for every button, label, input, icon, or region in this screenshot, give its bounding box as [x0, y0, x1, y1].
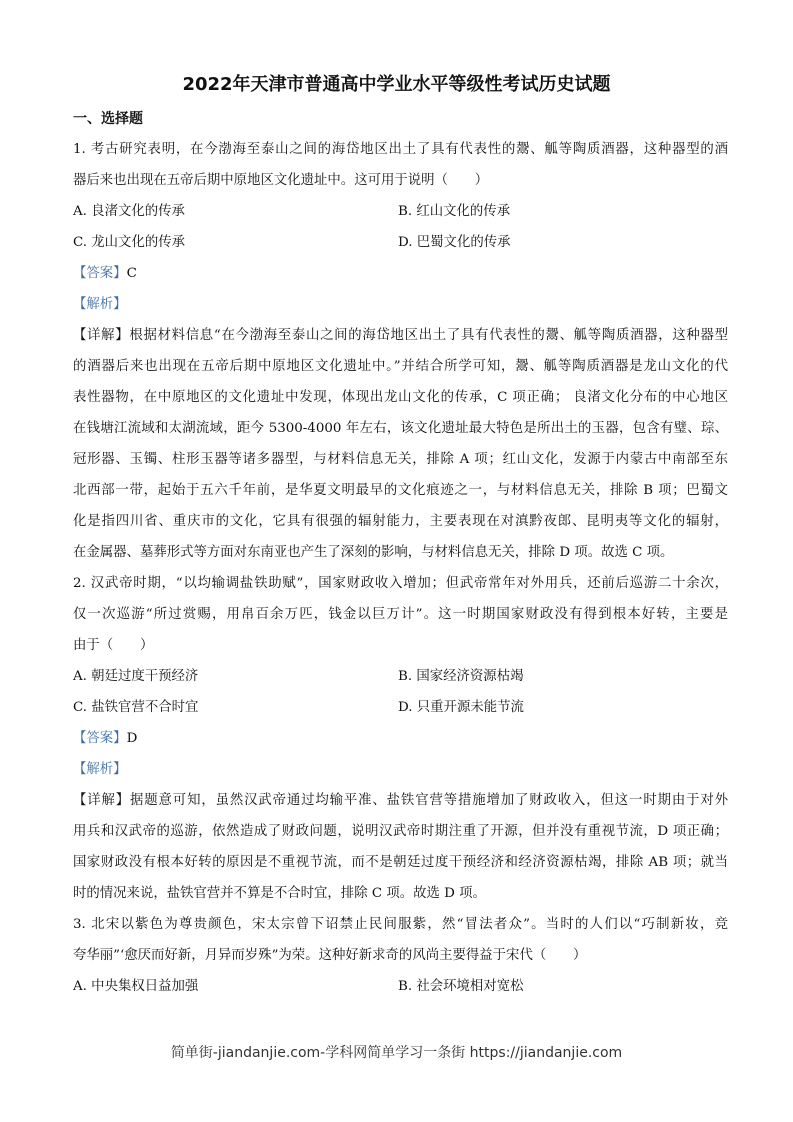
answer-label: 【答案】	[73, 266, 127, 281]
options-row	[73, 661, 728, 692]
option-b: B. 红山文化的传承	[398, 204, 511, 219]
options-row	[73, 227, 728, 258]
question-text: 3. 北宋以紫色为尊贵颜色，宋太宗曾下诏禁止民间服紫，然“冒法者众”。当时的人们以“巧制新妆，竞	[73, 917, 728, 932]
explanation-text: 时的情况来说，盐铁官营并不算是不合时宜，排除 C 项。故选 D 项。	[73, 886, 486, 901]
answer-line	[73, 723, 728, 754]
option-d: D. 巴蜀文化的传承	[398, 235, 511, 250]
option-a: A. 良渚文化的传承	[73, 204, 185, 219]
explanation-text: 表性器物，在中原地区的文化遗址中发现，体现出龙山文化的传承，C 项正确； 良渚文化分布的中心地区	[73, 390, 728, 405]
question-text: 器后来也出现在五帝后期中原地区文化遗址中。这可用于说明（ ）	[73, 173, 489, 188]
question-text: 1. 考古研究表明，在今渤海至泰山之间的海岱地区出土了具有代表性的鬶、觚等陶质酒器，这种器型的酒	[73, 142, 728, 157]
option-c: C. 龙山文化的传承	[73, 235, 186, 250]
explanation-text: 【详解】据题意可知，虽然汉武帝通过均输平准、盐铁官营等措施增加了财政收入，但这一时期由于对外	[73, 793, 728, 808]
analysis-label: 【解析】	[73, 762, 127, 777]
explanation-text: 【详解】根据材料信息“在今渤海至泰山之间的海岱地区出土了具有代表性的鬶、觚等陶质酒器，这种器型	[73, 328, 728, 343]
option-c: C. 盐铁官营不合时宜	[73, 700, 199, 715]
question-text: 仅一次巡游“所过赏赐，用帛百余万匹，钱金以巨万计”。这一时期国家财政没有得到根本好转，主要是	[73, 607, 728, 622]
analysis-label: 【解析】	[73, 297, 127, 312]
explanation-text: 在金属器、墓葬形式等方面对东南亚也产生了深刻的影响，与材料信息无关，排除 D 项。故选 C 项。	[73, 545, 674, 560]
answer-value: D	[126, 731, 138, 746]
section-heading: 一、选择题	[73, 111, 143, 127]
explanation-text: 国家财政没有根本好转的原因是不重视节流，而不是朝廷过度干预经济和经济资源枯竭，排除 AB 项；就当	[73, 855, 728, 870]
explanation-text: 冠形器、玉镯、柱形玉器等诸多器型，与材料信息无关，排除 A 项；红山文化，发源于内蒙古中南部至东	[73, 452, 728, 467]
option-b: B. 社会环境相对宽松	[398, 979, 524, 994]
explanation-text: 在钱塘江流域和太湖流域，距今 5300-4000 年左右，该文化遗址最大特色是所出土的玉器，包含有璧、琮、	[73, 421, 728, 436]
page-title: 2022年天津市普通高中学业水平等级性考试历史试题	[182, 74, 611, 95]
document-body	[73, 134, 728, 1002]
explanation-text: 北西部一带，起始于五六千年前，是华夏文明最早的文化痕迹之一，与材料信息无关，排除 B 项；巴蜀文	[73, 483, 728, 498]
explanation-text: 化是指四川省、重庆市的文化，它具有很强的辐射能力，主要表现在对滇黔夜郎、昆明夷等文化的辐射，	[73, 514, 728, 529]
question-text: 由于（ ）	[73, 638, 154, 653]
question-text: 2. 汉武帝时期，“以均输调盐铁助赋”，国家财政收入增加；但武帝常年对外用兵，还前后巡游二十余次，	[73, 576, 728, 591]
explanation-text: 的酒器后来也出现在五帝后期中原地区文化遗址中。”并结合所学可知，鬶、觚等陶质酒器是龙山文化的代	[73, 359, 728, 374]
option-b: B. 国家经济资源枯竭	[398, 669, 524, 684]
options-row	[73, 196, 728, 227]
option-a: A. 朝廷过度干预经济	[73, 669, 199, 684]
explanation-text: 用兵和汉武帝的巡游，依然造成了财政问题，说明汉武帝时期注重了开源，但并没有重视节流，D 项正确；	[73, 824, 728, 839]
answer-label: 【答案】	[73, 731, 127, 746]
options-row	[73, 692, 728, 723]
question-text: 夸华丽”‘愈厌而好新，月异而岁殊”为荣。这种好新求奇的风尚主要得益于宋代（ ）	[73, 948, 587, 963]
option-d: D. 只重开源未能节流	[398, 700, 524, 715]
option-a: A. 中央集权日益加强	[73, 979, 199, 994]
options-row	[73, 971, 728, 1002]
answer-line	[73, 258, 728, 289]
answer-value: C	[126, 266, 137, 281]
watermark-footer: 简单街-jiandanjie.com-学科网简单学习一条街 https://jiandanjie.com	[170, 1045, 623, 1061]
